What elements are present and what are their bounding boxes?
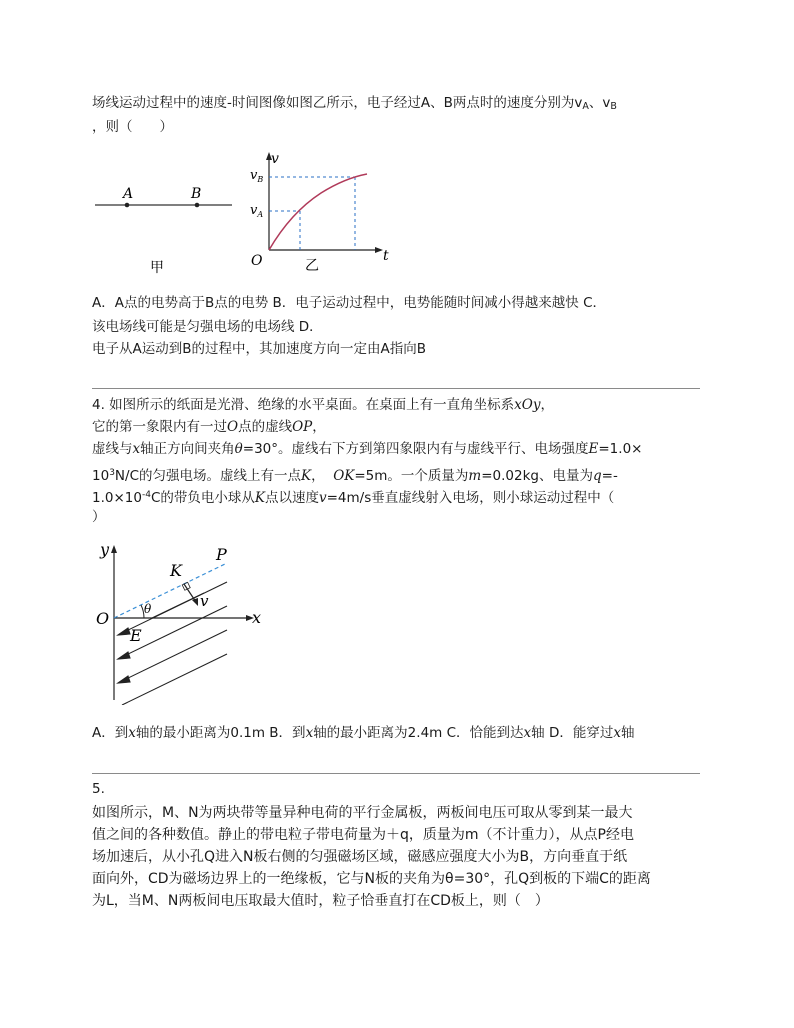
- origin-label: O: [251, 253, 263, 269]
- axis-t-label: t: [383, 248, 389, 264]
- axis-v-label: v: [271, 151, 279, 167]
- q5-stem-line4: 面向外，CD为磁场边界上的一绝缘板，它与N板的夹角为θ=30°，孔Q到板的下端C的距离: [92, 871, 651, 887]
- q3-options-line1: A．A点的电势高于B点的电势 B．电子运动过程中，电势能随时间减小得越来越快 C．: [92, 295, 607, 311]
- tick-va: $v_A$: [250, 203, 264, 219]
- y-axis-label: y: [100, 540, 110, 559]
- q5-number: 5.: [92, 781, 105, 797]
- q3-figure-jia: [92, 180, 242, 280]
- tick-vb: $v_B$: [250, 168, 264, 184]
- theta-label: θ: [144, 602, 152, 616]
- q4-options: A．到x轴的最小距离为0.1m B．到x轴的最小距离为2.4m C．恰能到达x轴 D．能穿过x轴: [92, 725, 635, 741]
- velocity-curve: [269, 174, 367, 250]
- q4-stem-line3: 虚线与x轴正方向间夹角θ=30°。虚线右下方到第四象限内有与虚线平行、电场强度E=1.0×: [92, 441, 643, 457]
- label-a: A: [123, 186, 134, 202]
- q5-stem-line1: 如图所示，M、N为两块带等量异种电荷的平行金属板，两板间电压可取从零到某一最大: [92, 805, 633, 821]
- q4-stem-line5: $1.0\times 10^{-4}C$的带负电小球从K点以速度v=4m/s垂直虚线射入电场，则小球运动过程中（: [92, 490, 615, 506]
- q3-stem-line1: 场线运动过程中的速度-时间图像如图乙所示，电子经过A、B两点时的速度分别为$v_A$、$v_B$: [92, 95, 617, 112]
- q3-options-line2: 该电场线可能是匀强电场的电场线 D．: [92, 319, 323, 335]
- point-a: [125, 203, 130, 208]
- q5-stem-line5: 为L，当M、N两板间电压取最大值时，粒子恰垂直打在CD板上，则（ ）: [92, 893, 549, 909]
- caption-yi: 乙: [305, 258, 319, 274]
- field-e-label: E: [130, 626, 142, 645]
- q3-figure-yi: [245, 150, 395, 275]
- caption-jia: 甲: [150, 260, 164, 276]
- q3-options-line3: 电子从A运动到B的过程中，其加速度方向一定由A指向B: [92, 341, 426, 357]
- q4-stem-line2: 它的第一象限内有一过O点的虚线OP，: [92, 419, 326, 435]
- label-b: B: [191, 186, 202, 202]
- origin-label: O: [96, 609, 110, 628]
- point-b: [195, 203, 200, 208]
- q5-stem-line2: 值之间的各种数值。静止的带电粒子带电荷量为＋q，质量为m（不计重力），从点P经电: [92, 827, 634, 843]
- x-axis-label: x: [252, 608, 262, 627]
- point-k-label: K: [170, 561, 182, 580]
- point-p-label: P: [216, 545, 227, 564]
- q4-figure: [92, 540, 267, 705]
- divider: [92, 388, 700, 389]
- q4-stem-line4: $10^3N/C$的匀强电场。虚线上有一点K， OK=5m。一个质量为m=0.02kg、电量为q=-: [92, 468, 618, 484]
- q5-stem-line3: 场加速后，从小孔Q进入N板右侧的匀强磁场区域，磁感应强度大小为B，方向垂直于纸: [92, 849, 628, 865]
- q3-stem-line2: ，则（ ）: [92, 119, 173, 135]
- divider: [92, 773, 700, 774]
- velocity-label: v: [200, 592, 209, 610]
- q4-stem-line6: ）: [92, 509, 106, 525]
- q4-stem-line1: 4. 如图所示的纸面是光滑、绝缘的水平桌面。在桌面上有一直角坐标系xOy，: [92, 397, 554, 413]
